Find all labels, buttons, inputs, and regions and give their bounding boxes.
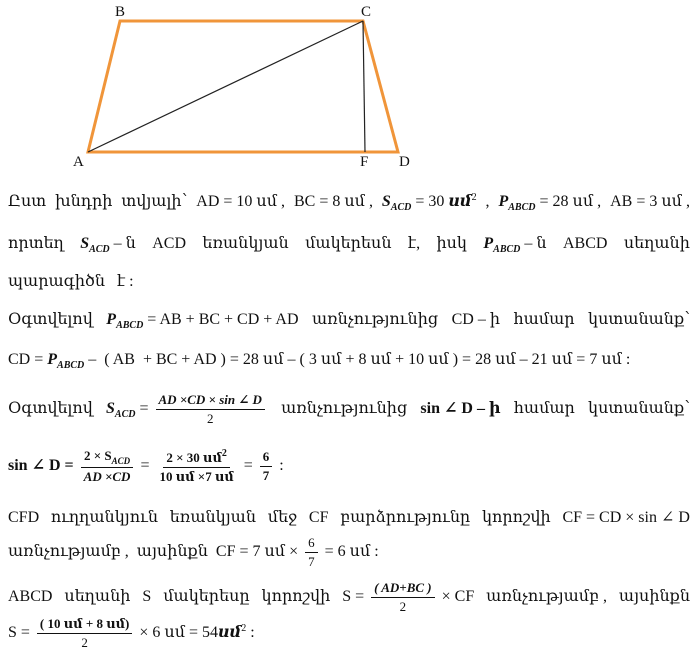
word: ուղղանկյուն [50, 509, 158, 526]
subscript: ABCD [57, 360, 85, 371]
word: մեջ [267, 509, 298, 526]
word: = 6 սմ : [324, 543, 379, 561]
value: AB = 3 սմ , [610, 193, 690, 210]
word: տվյալի՝ [121, 193, 188, 210]
word: կստանանք՝ [588, 400, 690, 418]
vertex-label-a: A [73, 154, 84, 170]
word: CD – ի [451, 311, 500, 328]
word: ACD [152, 235, 187, 252]
text-line-2 [8, 233, 690, 255]
text-line-11 [8, 616, 690, 651]
word: ABCD [8, 588, 53, 606]
word: համար [513, 311, 575, 328]
formula: $S_{ACD} = 30$ սմ$^2$ [381, 192, 477, 213]
word: սեղանի [623, 235, 690, 252]
text-line-1 [8, 191, 690, 213]
word: մակերեսը [163, 588, 250, 606]
text-line-10 [8, 580, 690, 615]
value: BC = 8 սմ , [293, 193, 373, 210]
diagonal-ac [88, 21, 363, 152]
fraction: $\frac{6}{7}$ [260, 449, 273, 484]
word: sin ∠ D – ի [420, 400, 501, 418]
text-line-6 [8, 392, 690, 427]
vertex-label-f: F [360, 154, 369, 170]
colon: : [279, 457, 284, 475]
formula: $P_{ABCD}$ – ն [483, 235, 547, 255]
fraction: $\frac{2 \times S_{ACD}}{AD \times CD}$ [81, 448, 134, 485]
word: է, [407, 235, 421, 252]
word: կորոշվի [481, 509, 551, 526]
word: CD = [8, 351, 48, 368]
trapezoid-figure [0, 0, 696, 180]
text-line-7 [8, 448, 690, 485]
formula: $P_{ABCD}$ = AB + BC + CD + AD [106, 311, 299, 331]
text-line-9 [8, 535, 690, 570]
word: × 6 սմ = 54 [139, 624, 219, 642]
fraction: $\frac{\text{( 10 սմ + 8 սմ)}}{2}$ [37, 616, 132, 651]
formula: S = $\frac{( AD+BC )}{2}$ × CF [342, 580, 475, 614]
vertex-label-b: B [115, 4, 126, 20]
fraction: $\frac{6}{7}$ [305, 535, 318, 570]
word: Ըստ [8, 193, 47, 210]
word: առնչությամբ , [486, 588, 607, 606]
word: եռանկյան [169, 509, 257, 526]
word: Օգտվելով [8, 311, 93, 328]
text-line-5 [8, 349, 690, 371]
text-line-8 [8, 507, 690, 527]
word: ABCD [562, 235, 608, 252]
comma: , [485, 193, 490, 210]
height-cf [363, 21, 365, 152]
text-line-3 [8, 271, 690, 291]
unit: սմ [218, 624, 242, 642]
word: առնչությունից [281, 400, 408, 418]
equals: = [140, 457, 150, 475]
word: S [142, 588, 152, 606]
word: իսկ [436, 235, 467, 252]
word: խնդրի [55, 193, 113, 210]
trapezoid-abcd [88, 21, 398, 152]
word: համար [513, 400, 575, 418]
fraction: $\frac{2 \times 30 սմ^2}{\text{10 սմ ×7 սմ}}$ [159, 448, 234, 484]
formula: $S_{ACD}$ = $\frac{AD \times CD \times \sin \angle D}{2}$ [106, 392, 268, 427]
word: բարձրությունը [340, 509, 471, 526]
word: կստանանք՝ [588, 311, 690, 328]
text-line-4 [8, 309, 690, 331]
formula: CF = CD × sin ∠ D [562, 509, 690, 526]
word: առնչությունից [311, 311, 439, 328]
word: սեղանի [64, 588, 131, 606]
word: CF [308, 509, 329, 526]
word: որտեղ [8, 235, 64, 252]
word: – ( AB + BC + AD ) = 28 սմ – ( 3 սմ + 8 սմ + 10 սմ ) = 28 սմ – 21 սմ = 7 սմ : [84, 351, 631, 368]
word: մակերեսն [305, 235, 392, 252]
vertex-label-c: C [361, 4, 372, 20]
formula: $P_{ABCD} = 28$ սմ , [498, 193, 602, 213]
word: կորոշվի [261, 588, 331, 606]
word: sin ∠ D = [8, 457, 74, 475]
word: եռանկյան [202, 235, 289, 252]
symbol: P [47, 351, 58, 368]
value: AD = 10 սմ , [196, 193, 286, 210]
equals: = [243, 457, 253, 475]
word: S = [8, 624, 30, 642]
word: Օգտվելով [8, 400, 93, 418]
exponent: 2 [241, 623, 247, 635]
formula: $S_{ACD}$ – ն [80, 235, 136, 255]
word: CFD [8, 509, 40, 526]
colon: : [250, 624, 255, 642]
vertex-label-d: D [399, 154, 410, 170]
word: այսինքն [618, 588, 690, 606]
word: առնչությամբ , այսինքն CF = 7 սմ × [8, 543, 299, 561]
word: պարագիծն է : [8, 273, 134, 290]
